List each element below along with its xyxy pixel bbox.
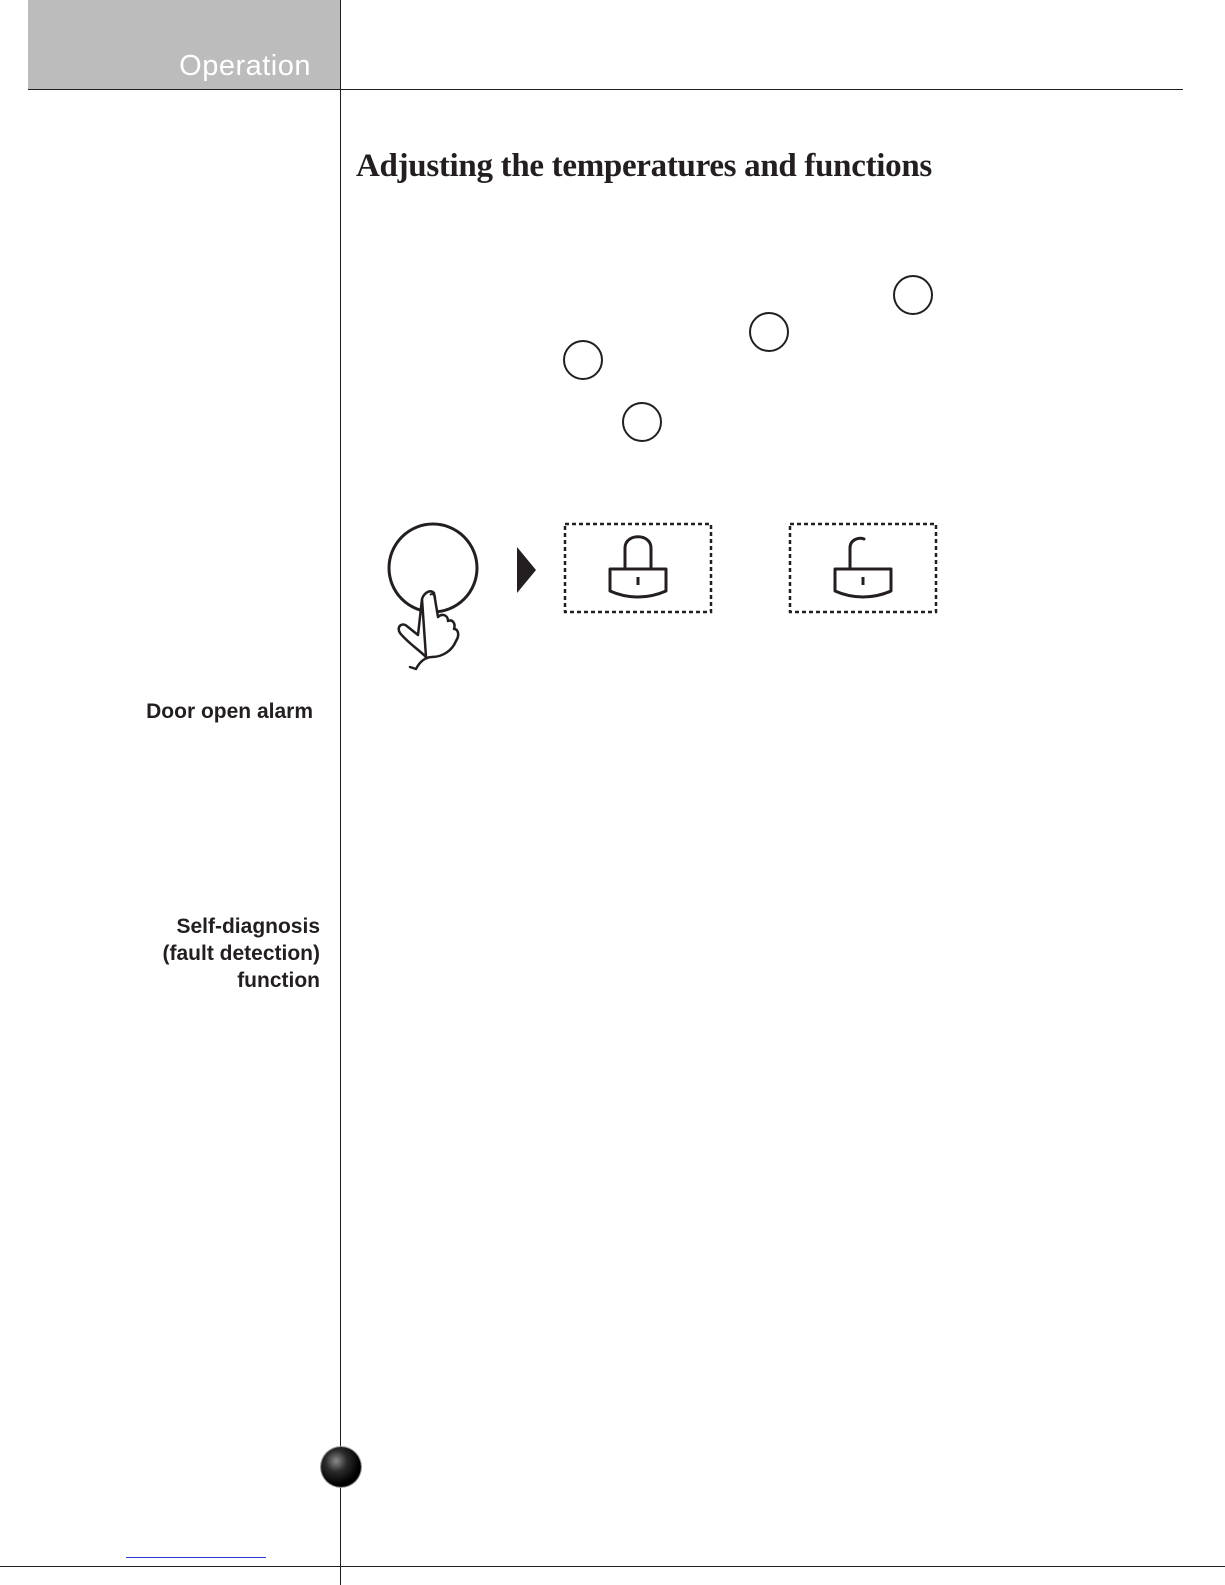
- page-number-dot: [321, 1447, 361, 1487]
- page-title: Adjusting the temperatures and functions: [356, 148, 932, 184]
- footer-link-underline[interactable]: [126, 1557, 266, 1558]
- callout-marker-1: [893, 275, 933, 315]
- bottom-rule: [0, 1566, 1225, 1567]
- self-diagnosis-line: Self-diagnosis: [176, 915, 320, 938]
- unlocked-padlock-icon: [565, 524, 711, 612]
- door-open-alarm-heading: Door open alarm: [146, 700, 313, 723]
- header-tab: [28, 0, 341, 90]
- arrow-right-icon: [517, 547, 536, 593]
- button-press-hand-icon: [389, 524, 477, 669]
- vertical-rule: [340, 0, 341, 1585]
- callout-marker-2: [749, 312, 789, 352]
- self-diagnosis-line: (fault detection): [162, 942, 320, 965]
- self-diagnosis-line: function: [237, 969, 320, 992]
- callout-marker-3: [563, 340, 603, 380]
- locked-padlock-icon: [790, 524, 936, 612]
- lock-function-figure: [380, 515, 950, 675]
- section-label: Operation: [179, 50, 311, 82]
- callout-marker-4: [622, 402, 662, 442]
- self-diagnosis-heading: [163, 913, 321, 994]
- header-rule: [28, 89, 1183, 90]
